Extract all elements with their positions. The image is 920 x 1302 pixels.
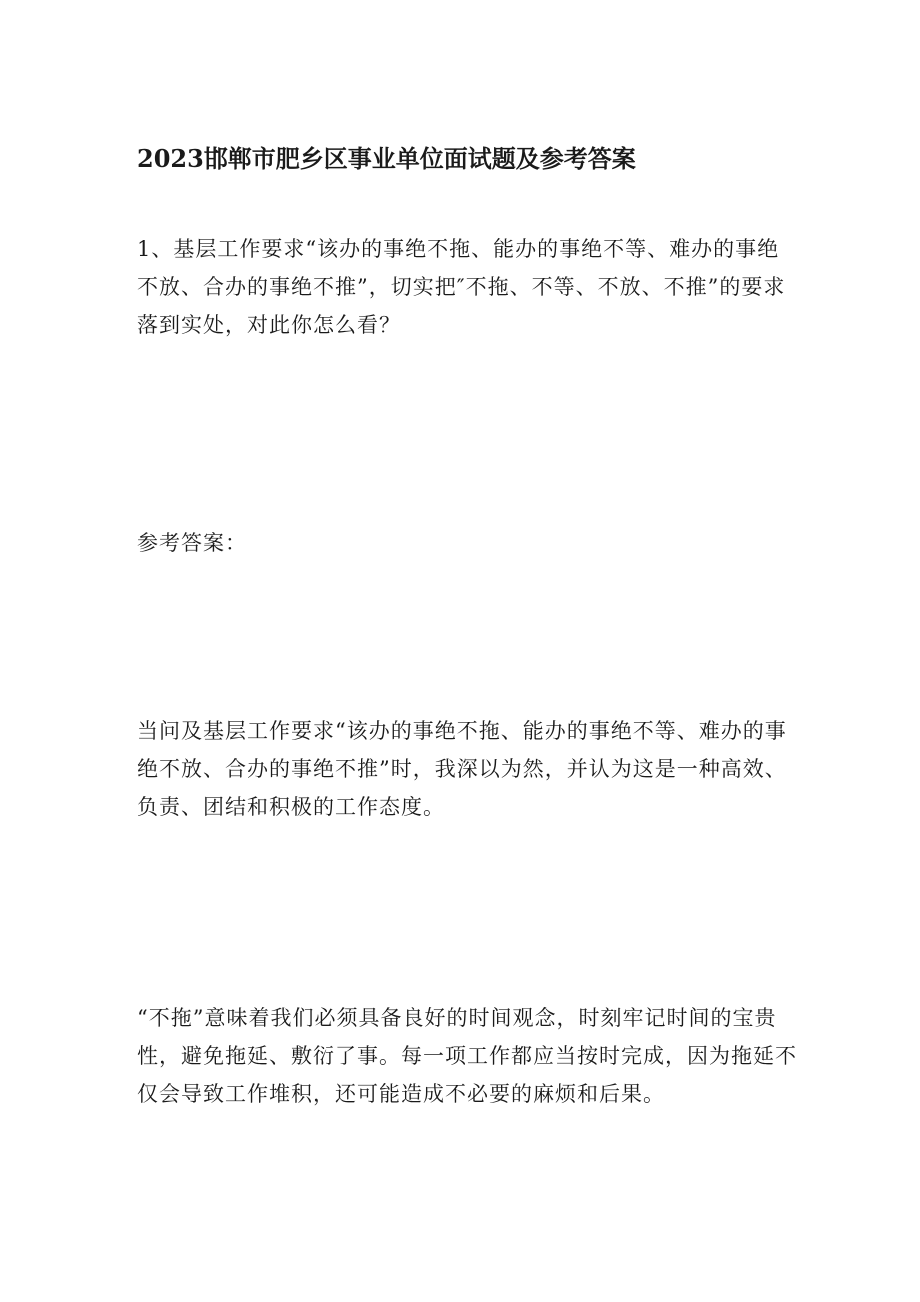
question-text: 1、基层工作要求“该办的事绝不拖、能办的事绝不等、难办的事绝不放、合办的事绝不推”，切实把″不拖、不等、不放、不推”的要求落到实处，对此你怎么看？ (137, 237, 786, 337)
answer-label: 参考答案： (137, 531, 247, 555)
answer-paragraph: 当问及基层工作要求“该办的事绝不拖、能办的事绝不等、难办的事绝不放、合办的事绝不推”时，我深以为然，并认为这是一种高效、负责、团结和积极的工作态度。 (137, 719, 787, 819)
document-title: 2023邯郸市肥乡区事业单位面试题及参考答案 (137, 144, 636, 173)
answer-paragraph: “不拖”意味着我们必须具备良好的时间观念，时刻牢记时间的宝贵性，避免拖延、敷衍了事。每一项工作都应当按时完成，因为拖延不仅会导致工作堆积，还可能造成不必要的麻烦和后果。 (137, 1006, 797, 1106)
